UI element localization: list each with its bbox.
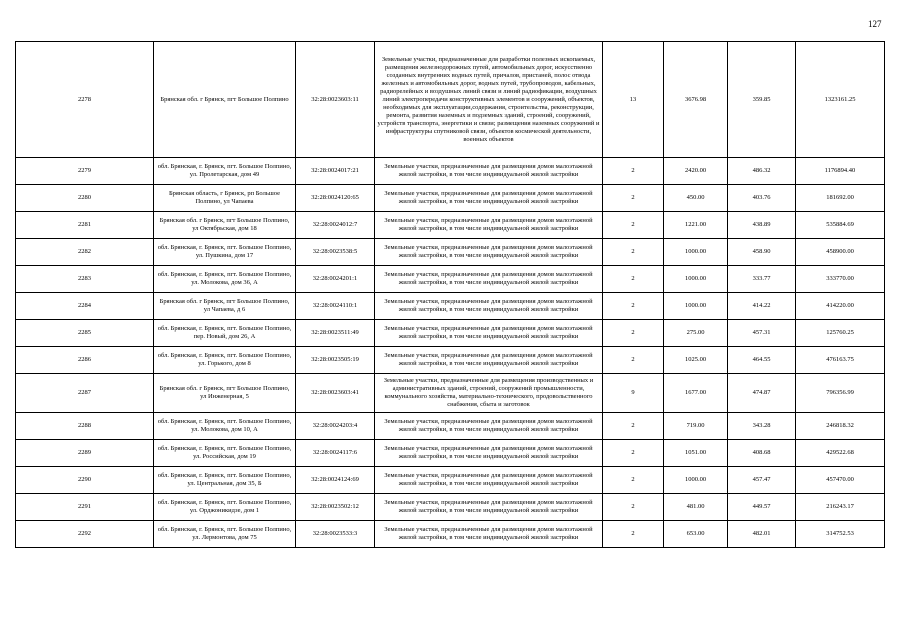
- cadastral-value-cell: 181692.00: [796, 185, 885, 212]
- area-cell: 1000.00: [664, 239, 728, 266]
- cadastral-value-cell: 1176894.40: [796, 158, 885, 185]
- land-use-cell: Земельные участки, предназначенные для размещения домов малоэтажной жилой застройки, в том числе индивидуальной жилой застройки: [375, 440, 603, 467]
- cadastral-number-cell: 32:28:0023533:3: [296, 521, 375, 548]
- table-row: [16, 467, 885, 494]
- row-number: 2281: [16, 212, 154, 239]
- cadastral-number-cell: 32:28:0024203:4: [296, 413, 375, 440]
- land-use-cell: Земельные участки, предназначенные для размещения производственных и административных зданий, строений, сооружений промышленности, коммунального хозяйства, материально-технического, продовольственного снабжения, сбыта и заготовок: [375, 374, 603, 413]
- rate-cell: 438.89: [728, 212, 796, 239]
- cadastral-value-cell: 314752.53: [796, 521, 885, 548]
- cadastral-number-cell: 32:28:0023538:5: [296, 239, 375, 266]
- page-number: 127: [868, 19, 882, 29]
- zone-cell: 2: [603, 185, 664, 212]
- rate-cell: 482.01: [728, 521, 796, 548]
- area-cell: 1221.00: [664, 212, 728, 239]
- zone-cell: 2: [603, 494, 664, 521]
- row-number: 2279: [16, 158, 154, 185]
- address-cell: обл. Брянская, г. Брянск, пгт. Большое Полпино, ул. Пушкина, дом 17: [154, 239, 296, 266]
- cadastral-value-cell: 216243.17: [796, 494, 885, 521]
- area-cell: 1000.00: [664, 266, 728, 293]
- cadastral-number-cell: 32:28:0024117:6: [296, 440, 375, 467]
- zone-cell: 2: [603, 521, 664, 548]
- address-cell: обл. Брянская, г. Брянск, пгт. Большое Полпино, ул. Горького, дом 8: [154, 347, 296, 374]
- cadastral-value-cell: 1323161.25: [796, 42, 885, 158]
- land-use-cell: Земельные участки, предназначенные для размещения домов малоэтажной жилой застройки, в том числе индивидуальной жилой застройки: [375, 347, 603, 374]
- rate-cell: 486.32: [728, 158, 796, 185]
- area-cell: 275.00: [664, 320, 728, 347]
- zone-cell: 2: [603, 239, 664, 266]
- zone-cell: 2: [603, 293, 664, 320]
- table-row: [16, 293, 885, 320]
- area-cell: 1677.00: [664, 374, 728, 413]
- zone-cell: 2: [603, 440, 664, 467]
- rate-cell: 458.90: [728, 239, 796, 266]
- zone-cell: 2: [603, 467, 664, 494]
- cadastral-value-cell: 333770.00: [796, 266, 885, 293]
- cadastral-value-cell: 414220.00: [796, 293, 885, 320]
- zone-cell: 2: [603, 158, 664, 185]
- rate-cell: 333.77: [728, 266, 796, 293]
- land-use-cell: Земельные участки, предназначенные для размещения домов малоэтажной жилой застройки, в том числе индивидуальной жилой застройки: [375, 239, 603, 266]
- table-row: [16, 212, 885, 239]
- rate-cell: 414.22: [728, 293, 796, 320]
- zone-cell: 13: [603, 42, 664, 158]
- land-use-cell: Земельные участки, предназначенные для размещения домов малоэтажной жилой застройки, в том числе индивидуальной жилой застройки: [375, 266, 603, 293]
- rate-cell: 343.28: [728, 413, 796, 440]
- land-registry-table: [15, 41, 885, 548]
- address-cell: обл. Брянская, г. Брянск, пгт. Большое Полпино, ул. Орджоникидзе, дом 1: [154, 494, 296, 521]
- land-use-cell: Земельные участки, предназначенные для размещения домов малоэтажной жилой застройки, в том числе индивидуальной жилой застройки: [375, 320, 603, 347]
- address-cell: обл. Брянская, г. Брянск, пгт. Большое Полпино, ул. Российская, дом 19: [154, 440, 296, 467]
- land-use-cell: Земельные участки, предназначенные для размещения домов малоэтажной жилой застройки, в том числе индивидуальной жилой застройки: [375, 158, 603, 185]
- cadastral-number-cell: 32:28:0023511:49: [296, 320, 375, 347]
- area-cell: 1025.00: [664, 347, 728, 374]
- land-use-cell: Земельные участки, предназначенные для размещения домов малоэтажной жилой застройки, в том числе индивидуальной жилой застройки: [375, 212, 603, 239]
- cadastral-number-cell: 32:28:0024201:1: [296, 266, 375, 293]
- row-number: 2290: [16, 467, 154, 494]
- land-use-cell: Земельные участки, предназначенные для размещения домов малоэтажной жилой застройки, в том числе индивидуальной жилой застройки: [375, 413, 603, 440]
- cadastral-value-cell: 476163.75: [796, 347, 885, 374]
- cadastral-number-cell: 32:28:0023603:11: [296, 42, 375, 158]
- area-cell: 719.00: [664, 413, 728, 440]
- land-use-cell: Земельные участки, предназначенные для размещения домов малоэтажной жилой застройки, в том числе индивидуальной жилой застройки: [375, 293, 603, 320]
- land-use-cell: Земельные участки, предназначенные для размещения домов малоэтажной жилой застройки, в том числе индивидуальной жилой застройки: [375, 521, 603, 548]
- zone-cell: 2: [603, 212, 664, 239]
- table-row: [16, 158, 885, 185]
- rate-cell: 474.87: [728, 374, 796, 413]
- cadastral-value-cell: 535884.69: [796, 212, 885, 239]
- area-cell: 3676.98: [664, 42, 728, 158]
- address-cell: Брянская обл. г Брянск, пгт Большое Полпино: [154, 42, 296, 158]
- table-row: [16, 320, 885, 347]
- table-row: [16, 266, 885, 293]
- rate-cell: 457.31: [728, 320, 796, 347]
- rate-cell: 403.76: [728, 185, 796, 212]
- cadastral-number-cell: 32:28:0024012:7: [296, 212, 375, 239]
- rate-cell: 449.57: [728, 494, 796, 521]
- land-use-cell: Земельные участки, предназначенные для разработки полезных ископаемых, размещения железнодорожных путей, автомобильных дорог, искусственно созданных внутренних водных путей, причалов, пристаней, полос отвода железных и автомобильных дорог, водных путей, трубопроводов, кабельных, радиорелейных и воздушных линий связи и линий радиофикации, воздушных линий электропередачи конструктивных элементов и сооружений, объектов, необходимых для эксплуатации,содержания, строительства, реконструкции, ремонта, развития наземных и подземных зданий, строений, сооружений, устройств транспорта, энергетики и связи; размещения наземных сооружений и инфраструктуры спутниковой связи, объектов космической деятельности, военных объектов: [375, 42, 603, 158]
- address-cell: обл. Брянская, г. Брянск, пгт. Большое Полпино, ул. Пролетарская, дом 49: [154, 158, 296, 185]
- area-cell: 450.00: [664, 185, 728, 212]
- cadastral-value-cell: 796356.99: [796, 374, 885, 413]
- address-cell: обл. Брянская, г. Брянск, пгт. Большое Полпино, ул. Лермонтова, дом 75: [154, 521, 296, 548]
- area-cell: 1000.00: [664, 467, 728, 494]
- address-cell: обл. Брянская, г. Брянск, пгт. Большое Полпино, ул. Центральная, дом 35, Б: [154, 467, 296, 494]
- cadastral-value-cell: 246818.32: [796, 413, 885, 440]
- zone-cell: 9: [603, 374, 664, 413]
- cadastral-number-cell: 32:28:0024124:69: [296, 467, 375, 494]
- zone-cell: 2: [603, 320, 664, 347]
- land-use-cell: Земельные участки, предназначенные для размещения домов малоэтажной жилой застройки, в том числе индивидуальной жилой застройки: [375, 467, 603, 494]
- area-cell: 2420.00: [664, 158, 728, 185]
- row-number: 2288: [16, 413, 154, 440]
- cadastral-number-cell: 32:28:0023603:41: [296, 374, 375, 413]
- row-number: 2291: [16, 494, 154, 521]
- cadastral-value-cell: 429522.68: [796, 440, 885, 467]
- zone-cell: 2: [603, 347, 664, 374]
- area-cell: 653.00: [664, 521, 728, 548]
- zone-cell: 2: [603, 266, 664, 293]
- row-number: 2285: [16, 320, 154, 347]
- row-number: 2283: [16, 266, 154, 293]
- cadastral-number-cell: 32:28:0024110:1: [296, 293, 375, 320]
- cadastral-number-cell: 32:28:0023505:19: [296, 347, 375, 374]
- address-cell: Брянская обл. г Брянск, пгт Большое Полпино, ул Чапаева, д 6: [154, 293, 296, 320]
- area-cell: 481.00: [664, 494, 728, 521]
- address-cell: обл. Брянская, г. Брянск, пгт. Большое Полпино, пер. Новый, дом 26, А: [154, 320, 296, 347]
- table-row: [16, 494, 885, 521]
- row-number: 2278: [16, 42, 154, 158]
- row-number: 2286: [16, 347, 154, 374]
- table-row: [16, 413, 885, 440]
- row-number: 2292: [16, 521, 154, 548]
- table-row: [16, 440, 885, 467]
- row-number: 2289: [16, 440, 154, 467]
- cadastral-value-cell: 125760.25: [796, 320, 885, 347]
- row-number: 2282: [16, 239, 154, 266]
- area-cell: 1000.00: [664, 293, 728, 320]
- table-body: [16, 42, 885, 548]
- address-cell: Брянская обл. г Брянск, пгт Большое Полпино, ул Инженерная, 5: [154, 374, 296, 413]
- land-use-cell: Земельные участки, предназначенные для размещения домов малоэтажной жилой застройки, в том числе индивидуальной жилой застройки: [375, 494, 603, 521]
- cadastral-number-cell: 32:28:0024017:21: [296, 158, 375, 185]
- table-row: [16, 185, 885, 212]
- zone-cell: 2: [603, 413, 664, 440]
- table-row: [16, 347, 885, 374]
- table-row: [16, 521, 885, 548]
- row-number: 2284: [16, 293, 154, 320]
- rate-cell: 464.55: [728, 347, 796, 374]
- cadastral-value-cell: 458900.00: [796, 239, 885, 266]
- row-number: 2280: [16, 185, 154, 212]
- rate-cell: 408.68: [728, 440, 796, 467]
- address-cell: обл. Брянская, г. Брянск, пгт. Большое Полпино, ул. Молокова, дом 36, А: [154, 266, 296, 293]
- address-cell: Брянская обл. г Брянск, пгт Большое Полпино, ул Октябрьская, дом 18: [154, 212, 296, 239]
- rate-cell: 359.85: [728, 42, 796, 158]
- cadastral-number-cell: 32:28:0024120:65: [296, 185, 375, 212]
- table-row: [16, 42, 885, 158]
- cadastral-number-cell: 32:28:0023502:12: [296, 494, 375, 521]
- address-cell: обл. Брянская, г. Брянск, пгт. Большое Полпино, ул. Молокова, дом 10, А: [154, 413, 296, 440]
- cadastral-value-cell: 457470.00: [796, 467, 885, 494]
- rate-cell: 457.47: [728, 467, 796, 494]
- address-cell: Брянская область, г Брянск, рп Большое Полпино, ул Чапаева: [154, 185, 296, 212]
- table-row: [16, 374, 885, 413]
- table-row: [16, 239, 885, 266]
- land-use-cell: Земельные участки, предназначенные для размещения домов малоэтажной жилой застройки, в том числе индивидуальной жилой застройки: [375, 185, 603, 212]
- area-cell: 1051.00: [664, 440, 728, 467]
- row-number: 2287: [16, 374, 154, 413]
